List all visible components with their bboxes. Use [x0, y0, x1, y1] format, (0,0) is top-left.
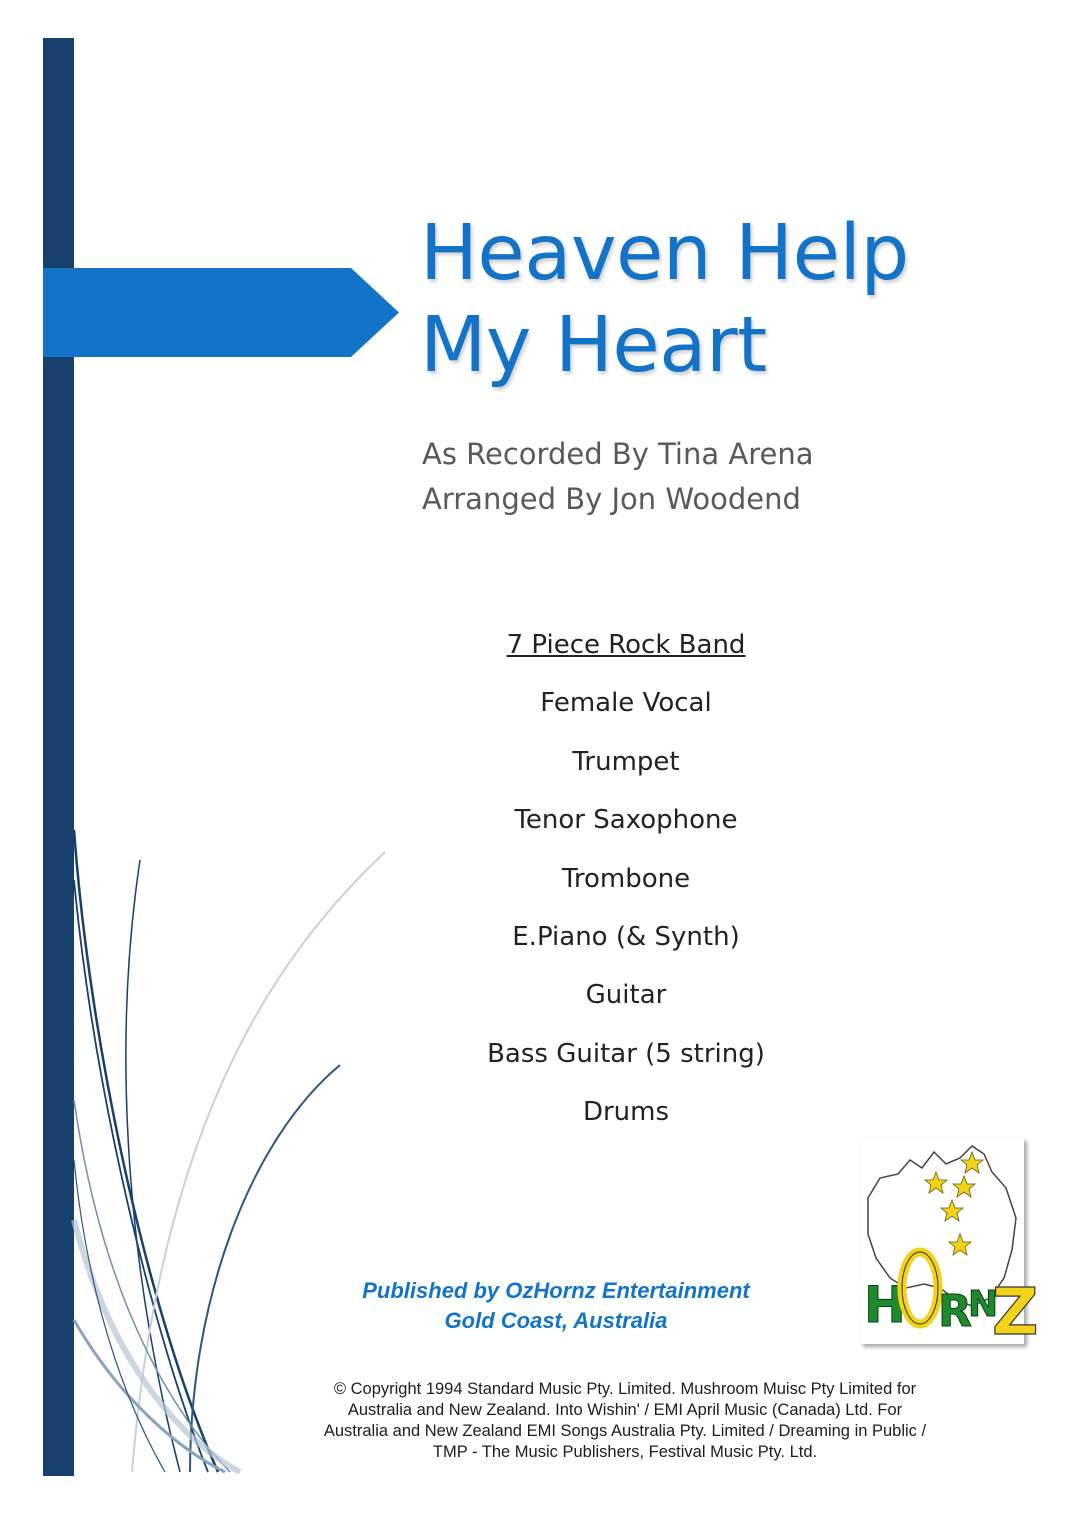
- copyright-line: © Copyright 1994 Standard Music Pty. Limited. Mushroom Muisc Pty Limited for: [333, 1380, 917, 1398]
- svg-text:N: N: [968, 1284, 999, 1325]
- instrument-item: Trumpet: [572, 746, 680, 777]
- publisher-block: [300, 1276, 812, 1336]
- ozhornz-logo: [860, 1138, 1039, 1350]
- publisher-name: Published by OzHornz Entertainment: [362, 1278, 750, 1303]
- decorative-swooshes: [40, 800, 400, 1480]
- svg-text:Z: Z: [992, 1276, 1039, 1350]
- instrument-item: Drums: [582, 1097, 670, 1128]
- publisher-location: Gold Coast, Australia: [444, 1308, 668, 1333]
- svg-text:R: R: [938, 1286, 972, 1337]
- instrument-item: Tenor Saxophone: [514, 805, 738, 836]
- title-line-1: Heaven Help: [420, 209, 909, 298]
- instrument-item: Female Vocal: [540, 688, 712, 719]
- arranged-by: Arranged By Jon Woodend: [422, 482, 801, 516]
- instrumentation-heading: 7 Piece Rock Band: [506, 630, 746, 660]
- instrument-item: E.Piano (& Synth): [512, 921, 740, 952]
- copyright-line: Australia and New Zealand EMI Songs Australia Pty. Limited / Dreaming in Public /: [323, 1422, 927, 1440]
- instrument-item: Guitar: [585, 980, 667, 1011]
- arrow-tab: [43, 268, 399, 357]
- copyright-notice: [270, 1379, 980, 1463]
- instrument-item: Trombone: [561, 863, 691, 894]
- title-line-2: My Heart: [420, 301, 767, 390]
- copyright-line: Australia and New Zealand. Into Wishin' / EMI April Music (Canada) Ltd. For: [347, 1401, 903, 1419]
- instrumentation-list: [420, 625, 832, 1151]
- logo-graphic: [860, 1138, 1039, 1350]
- page-title: [420, 208, 1040, 392]
- recorded-by: As Recorded By Tina Arena: [422, 437, 814, 471]
- svg-text:H: H: [864, 1276, 906, 1334]
- instrument-item: Bass Guitar (5 string): [487, 1038, 765, 1069]
- copyright-line: TMP - The Music Publishers, Festival Music Pty. Ltd.: [432, 1443, 818, 1461]
